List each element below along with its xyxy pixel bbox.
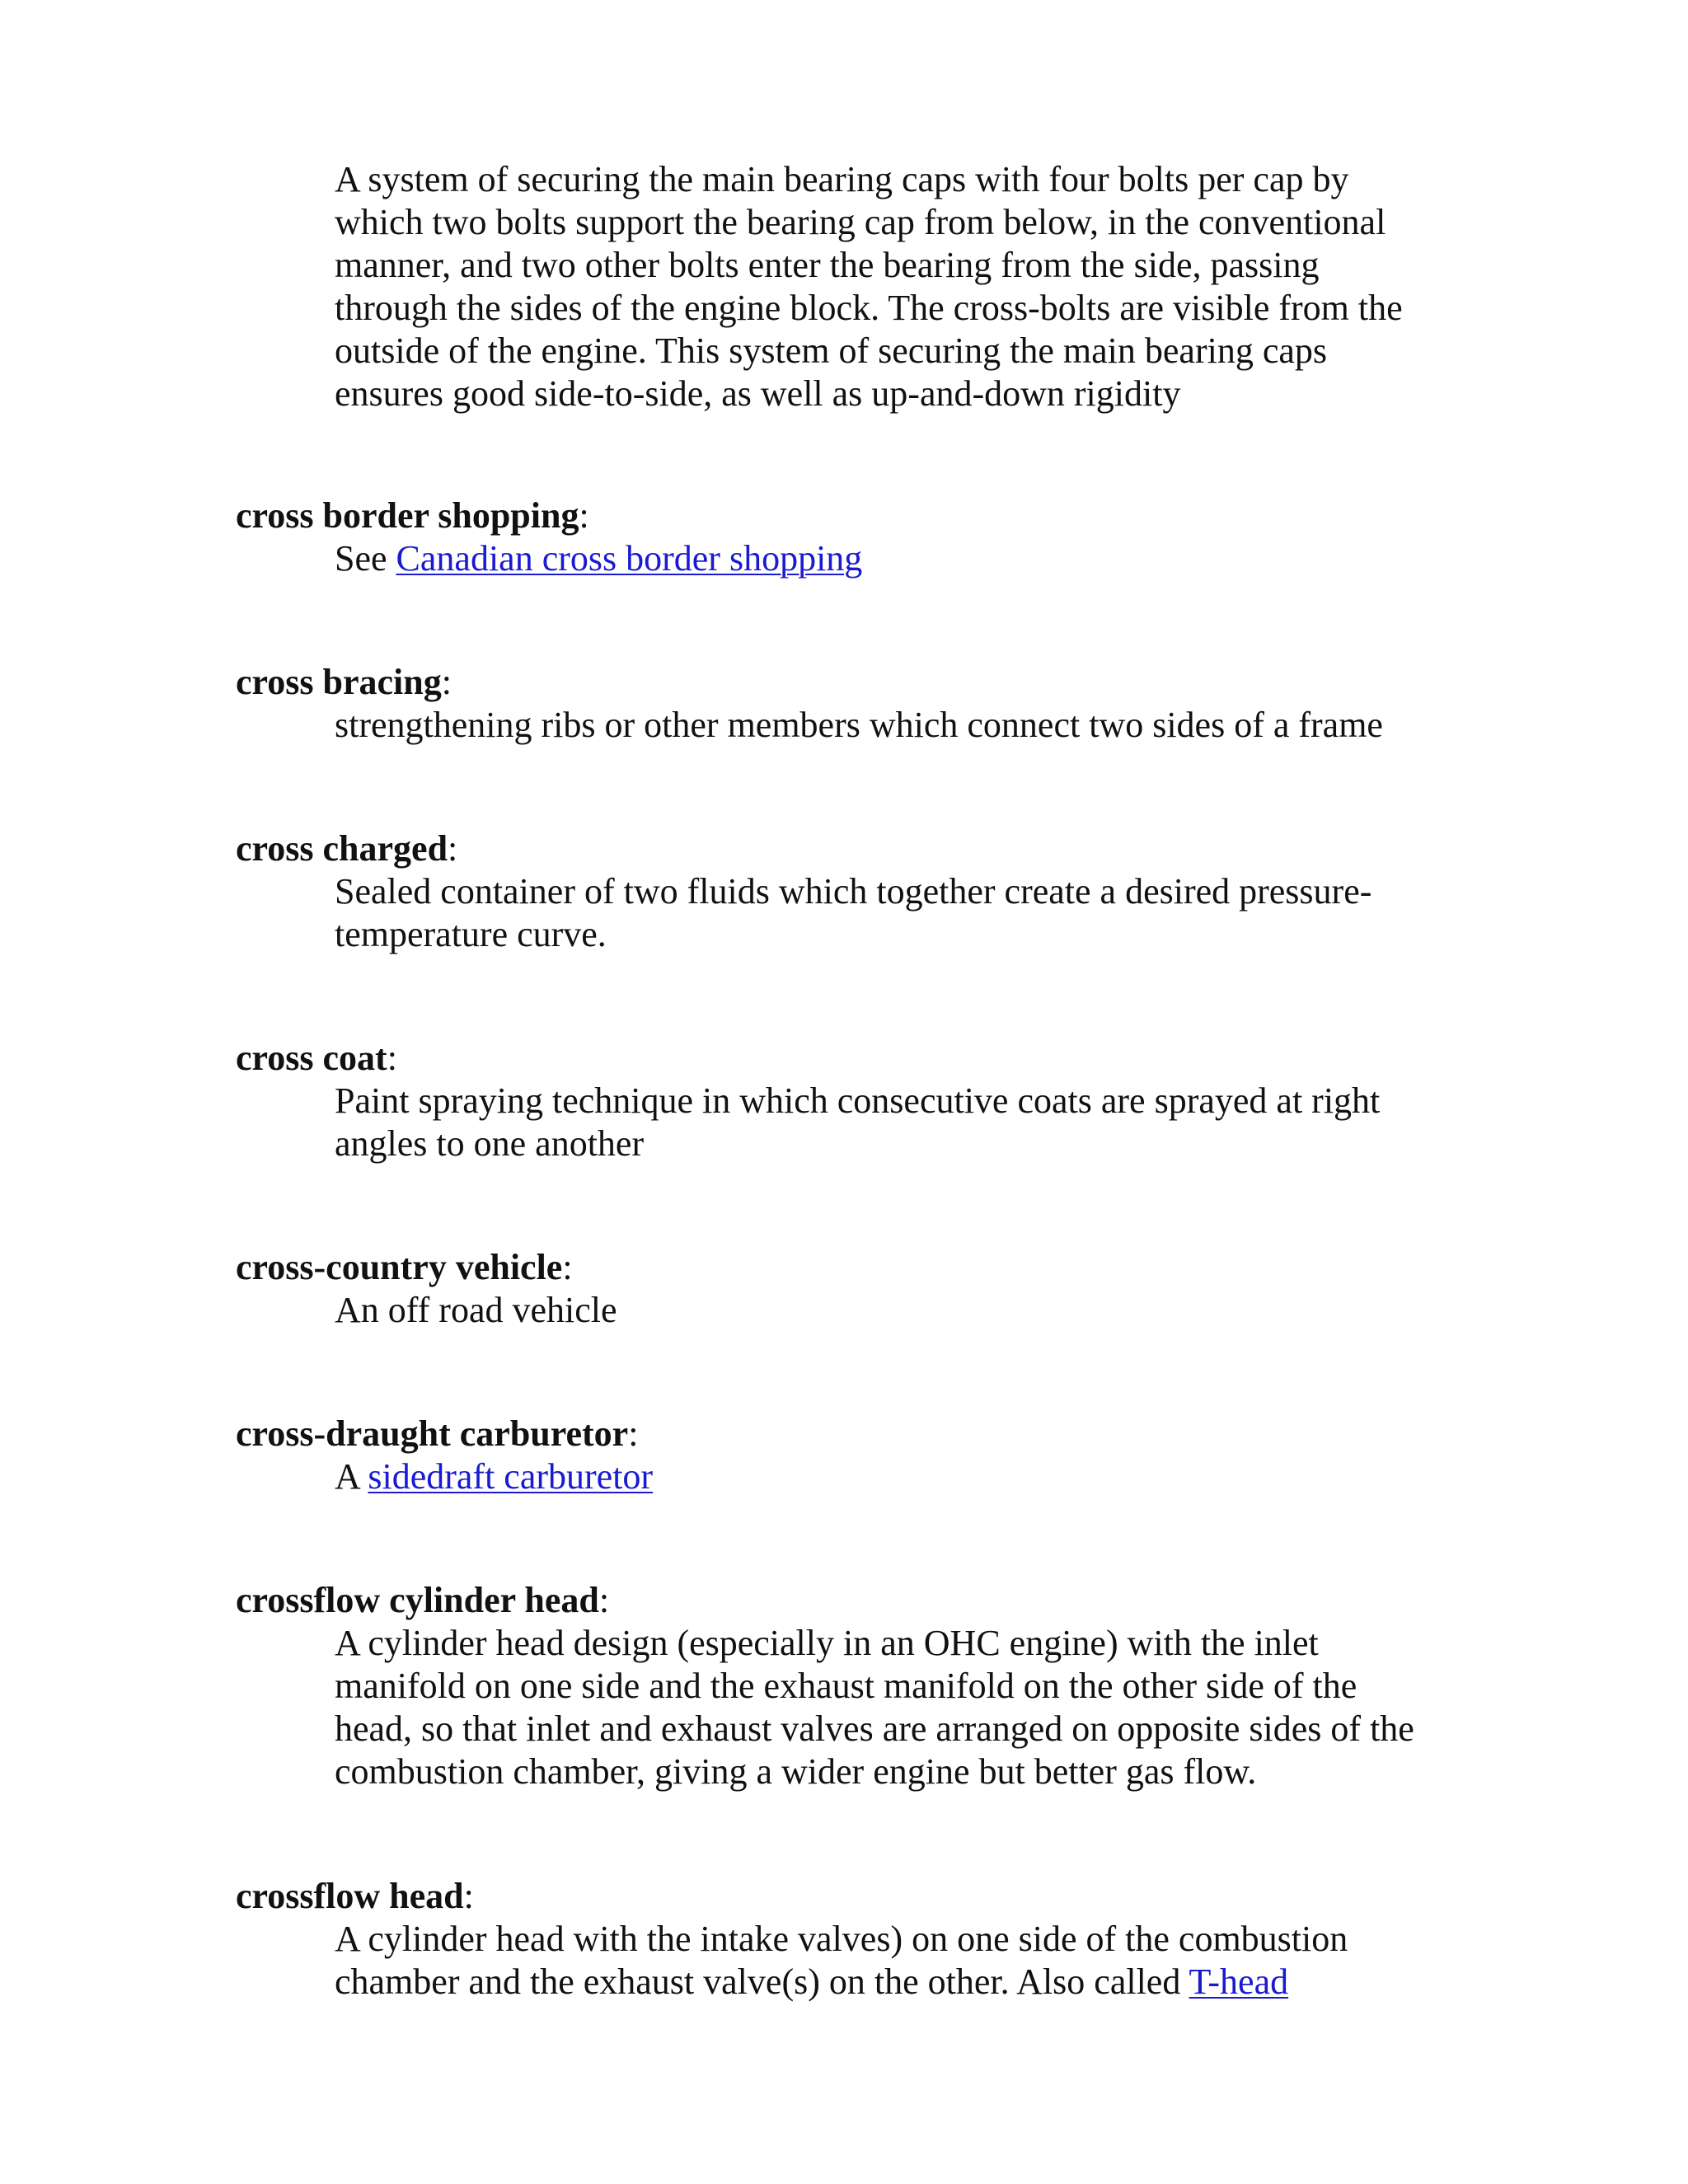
- definition-line: manifold on one side and the exhaust manifold on the other side of the: [335, 1666, 1357, 1706]
- entry-term: [236, 1246, 1456, 1289]
- glossary-entry: [236, 827, 1456, 956]
- definition-line: Sealed container of two fluids which together create a desired pressure-: [335, 871, 1372, 912]
- definition-line: Paint spraying technique in which consecutive coats are sprayed at right: [335, 1080, 1381, 1121]
- term-colon: :: [579, 495, 589, 536]
- glossary-entry: [236, 661, 1456, 747]
- definition-line: combustion chamber, giving a wider engine but better gas flow.: [335, 1751, 1257, 1792]
- glossary-entry: [236, 1875, 1456, 2004]
- definition-line: ensures good side-to-side, as well as up-and-down rigidity: [335, 373, 1181, 414]
- definition-text: [335, 704, 1456, 747]
- definition-prefix: chamber and the exhaust valve(s) on the other. Also called: [335, 1961, 1189, 2002]
- definition-text: [335, 1289, 1456, 1332]
- term-colon: :: [463, 1876, 474, 1916]
- term-text: cross-draught carburetor: [236, 1413, 629, 1454]
- definition-line: outside of the engine. This system of securing the main bearing caps: [335, 330, 1328, 371]
- term-text: cross bracing: [236, 662, 442, 702]
- definition-prefix: A: [335, 1456, 368, 1497]
- definition-line: strengthening ribs or other members which connect two sides of a frame: [335, 705, 1383, 745]
- term-colon: :: [448, 828, 458, 869]
- term-colon: :: [441, 662, 452, 702]
- intro-definition: [236, 158, 1456, 415]
- glossary-entry: [236, 1246, 1456, 1332]
- definition-line: temperature curve.: [335, 914, 607, 954]
- sidedraft-carburetor-link[interactable]: sidedraft carburetor: [368, 1456, 654, 1497]
- definition-line: A cylinder head with the intake valves) on one side of the combustion: [335, 1919, 1348, 1959]
- term-colon: :: [387, 1038, 397, 1078]
- term-text: cross coat: [236, 1038, 387, 1078]
- term-text: cross charged: [236, 828, 448, 869]
- definition-text: [335, 158, 1456, 415]
- definition-line: A system of securing the main bearing caps with four bolts per cap by: [335, 159, 1349, 199]
- definition-text: [335, 1622, 1456, 1793]
- entry-term: [236, 661, 1456, 704]
- term-text: crossflow cylinder head: [236, 1580, 599, 1620]
- definition-line: manner, and two other bolts enter the bearing from the side, passing: [335, 245, 1320, 285]
- entry-term: [236, 494, 1456, 537]
- definition-text: [335, 870, 1456, 956]
- definition-line: [335, 1455, 1456, 1498]
- definition-text: [335, 1918, 1456, 2004]
- glossary-entry: [236, 1037, 1456, 1165]
- entry-term: [236, 1413, 1456, 1455]
- definition-line: through the sides of the engine block. The cross-bolts are visible from the: [335, 288, 1403, 328]
- definition-line: head, so that inlet and exhaust valves are arranged on opposite sides of the: [335, 1708, 1414, 1749]
- t-head-link[interactable]: T-head: [1189, 1961, 1289, 2002]
- definition-text: [335, 1455, 1456, 1498]
- entry-term: [236, 827, 1456, 870]
- definition-line: [335, 1961, 1456, 2004]
- entry-term: [236, 1579, 1456, 1622]
- definition-line: [335, 537, 1456, 580]
- term-text: crossflow head: [236, 1876, 464, 1916]
- canadian-cross-border-shopping-link[interactable]: Canadian cross border shopping: [396, 538, 863, 579]
- definition-line: A cylinder head design (especially in an OHC engine) with the inlet: [335, 1623, 1319, 1663]
- term-text: cross-country vehicle: [236, 1247, 563, 1287]
- term-colon: :: [562, 1247, 573, 1287]
- entry-term: [236, 1037, 1456, 1080]
- glossary-entry: [236, 494, 1456, 580]
- definition-line: angles to one another: [335, 1123, 645, 1164]
- definition-text: [335, 1080, 1456, 1165]
- term-text: cross border shopping: [236, 495, 579, 536]
- definition-line: which two bolts support the bearing cap from below, in the conventional: [335, 202, 1386, 242]
- glossary-entry: [236, 1413, 1456, 1498]
- entry-term: [236, 1875, 1456, 1918]
- term-colon: :: [628, 1413, 639, 1454]
- definition-line: An off road vehicle: [335, 1290, 617, 1330]
- term-colon: :: [598, 1580, 610, 1620]
- glossary-entry: [236, 1579, 1456, 1793]
- definition-prefix: See: [335, 538, 396, 579]
- definition-text: [335, 537, 1456, 580]
